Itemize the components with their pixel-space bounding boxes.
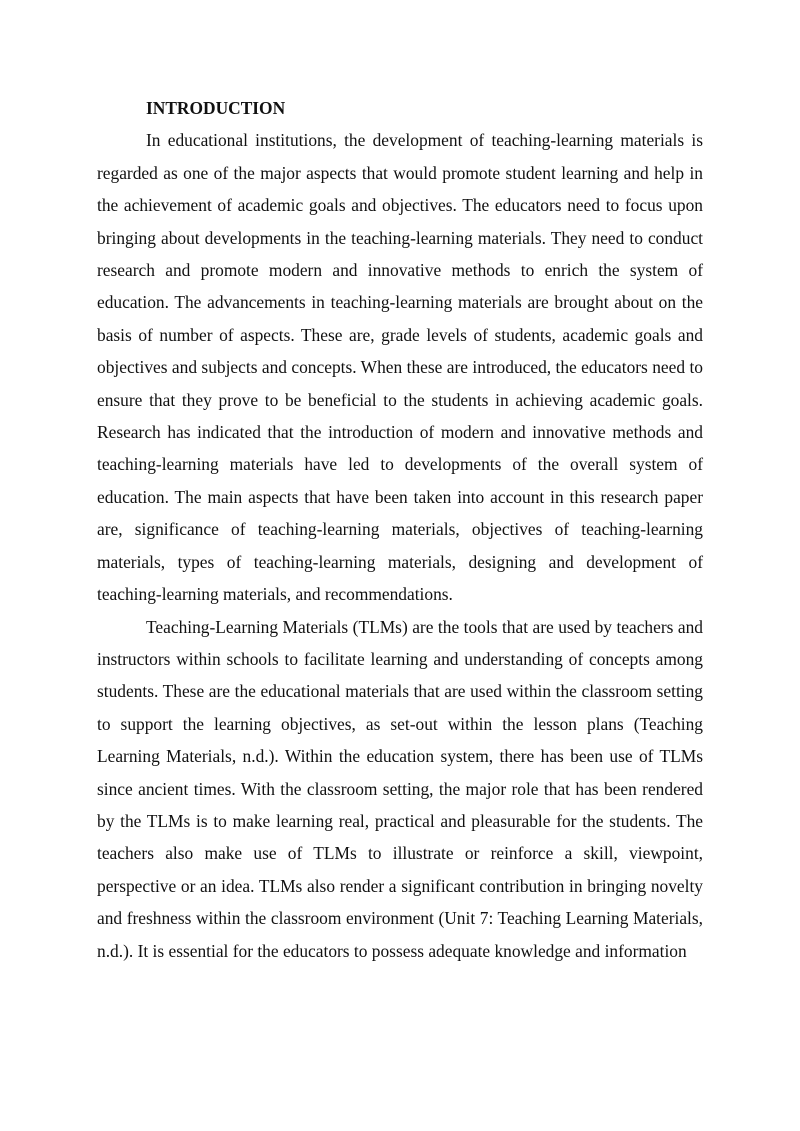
- section-heading: INTRODUCTION: [146, 98, 286, 118]
- paragraph-introduction: In educational institutions, the development of teaching-learning materials is regarded as one of the major aspects that would promote student learning and help in the achievement of academic goals and objectives. The educators need to focus upon bringing about developments in the teaching-learning materials. They need to conduct research and promote modern and innovative methods to enrich the system of education. The advancements in teaching-learning materials are brought about on the basis of number of aspects. These are, grade levels of students, academic goals and objectives and subjects and concepts. When these are introduced, the educators need to ensure that they prove to be beneficial to the students in achieving academic goals. Research has indicated that the introduction of modern and innovative methods and teaching-learning materials have led to developments of the overall system of education. The main aspects that have been taken into account in this research paper are, significance of teaching-learning materials, objectives of teaching-learning materials, types of teaching-learning materials, designing and development of teaching-learning materials, and recommendations.: [97, 130, 703, 605]
- document-body: [97, 92, 703, 967]
- paragraph-tlm-definition: Teaching-Learning Materials (TLMs) are the tools that are used by teachers and instructors within schools to facilitate learning and understanding of concepts among students. These are the educational materials that are used within the classroom setting to support the learning objectives, as set-out within the lesson plans (Teaching Learning Materials, n.d.). Within the education system, there has been use of TLMs since ancient times. With the classroom setting, the major role that has been rendered by the TLMs is to make learning real, practical and pleasurable for the students. The teachers also make use of TLMs to illustrate or reinforce a skill, viewpoint, perspective or an idea. TLMs also render a significant contribution in bringing novelty and freshness within the classroom environment (Unit 7: Teaching Learning Materials, n.d.). It is essential for the educators to possess adequate knowledge and information: [97, 616, 703, 961]
